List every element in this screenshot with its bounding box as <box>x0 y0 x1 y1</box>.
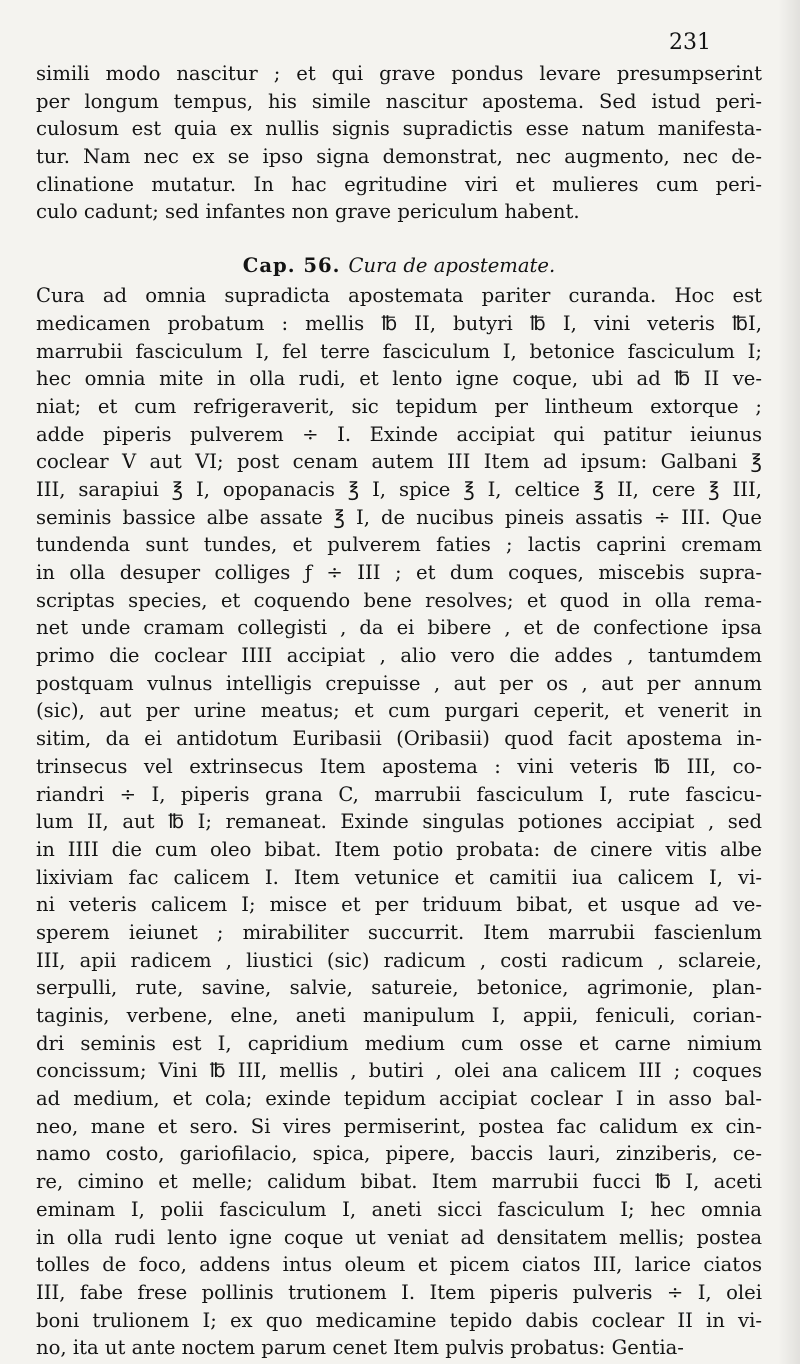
cura-text-line: serpulli, rute, savine, salvie, satureie, betonice, agrimonie, plan- <box>36 976 762 1000</box>
chapter-label: Cap. 56. <box>242 254 341 278</box>
cura-text-line: III, fabe frese pollinis trutionem I. Item piperis pulveris ÷ I, olei <box>36 1280 762 1304</box>
cura-text-line: (sic), aut per urine meatus; et cum purgari ceperit, et venerit in <box>36 699 762 723</box>
paragraph-intro <box>36 60 762 226</box>
cura-text-line: tolles de foco, addens intus oleum et picem ciatos III, larice ciatos <box>36 1253 762 1277</box>
cura-text-line: adde piperis pulverem ÷ I. Exinde accipiat qui patitur ieiunus <box>36 422 762 446</box>
cura-text-line: hec omnia mite in olla rudi, et lento igne coque, ubi ad ℔ II ve- <box>36 367 762 391</box>
cura-text-line: tundenda sunt tundes, et pulverem faties ; lactis caprini cremam <box>36 533 762 557</box>
cura-text-line: taginis, verbene, elne, aneti manipulum I, appii, feniculi, corian- <box>36 1004 762 1027</box>
intro-text-line: tur. Nam nec ex se ipso signa demonstrat, nec augmento, nec de- <box>36 145 762 169</box>
intro-text-line: culosum est quia ex nullis signis supradictis esse natum manifesta- <box>36 117 762 141</box>
cura-text-line: boni trulionem I; ex quo medicamine tepido dabis coclear II in vi- <box>36 1308 762 1332</box>
body-text <box>36 60 762 1362</box>
cura-text-line: trinsecus vel extrinsecus Item apostema : vini veteris ℔ III, co- <box>36 754 762 778</box>
cura-text-line: marrubii fasciculum I, fel terre fasciculum I, betonice fasciculum I; <box>36 339 762 363</box>
cura-text-line: namo costo, gariofilacio, spica, pipere, baccis lauri, zinziberis, ce- <box>36 1142 762 1166</box>
cura-text-line: coclear V aut VI; post cenam autem III Item ad ipsum: Galbani ℥ <box>36 450 762 474</box>
cura-text-line: seminis bassice albe assate ℥ I, de nucibus pineis assatis ÷ III. Que <box>36 505 762 529</box>
cura-text-line: riandri ÷ I, piperis grana C, marrubii fasciculum I, rute fascicu- <box>36 782 762 806</box>
cura-text-line: ad medium, et cola; exinde tepidum accipiat coclear I in asso bal- <box>36 1087 762 1111</box>
chapter-title: Cura de apostemate. <box>348 254 556 278</box>
cura-text-line: neo, mane et sero. Si vires permiserint, postea fac calidum ex cin- <box>36 1114 762 1138</box>
cura-text-line: re, cimino et melle; calidum bibat. Item marrubii fucci ℔ I, aceti <box>36 1170 762 1194</box>
cura-text-line: ni veteris calicem I; misce et per triduum bibat, et usque ad ve- <box>36 893 762 917</box>
cura-text-line: concissum; Vini ℔ III, mellis , butiri , olei ana calicem III ; coques <box>36 1059 762 1083</box>
cura-text-line: in IIII die cum oleo bibat. Item potio probata: de cinere vitis albe <box>36 837 762 861</box>
page-number: 231 <box>669 30 711 55</box>
cura-text-line: lum II, aut ℔ I; remaneat. Exinde singulas potiones accipiat , sed <box>36 810 762 834</box>
cura-text-line: Cura ad omnia supradicta apostemata pariter curanda. Hoc est <box>36 284 762 308</box>
cura-text-line: sperem ieiunet ; mirabiliter succurrit. Item marrubii fascienlum <box>36 920 762 944</box>
cura-text-line: dri seminis est I, capridium medium cum osse et carne nimium <box>36 1031 762 1055</box>
cura-text-line: in olla rudi lento igne coque ut veniat ad densitatem mellis; postea <box>36 1225 762 1249</box>
chapter-heading <box>36 226 762 282</box>
cura-text-line: sitim, da ei antidotum Euribasii (Oribasii) quod facit apostema in- <box>36 727 762 751</box>
intro-text-line: clinatione mutatur. In hac egritudine viri et mulieres cum peri- <box>36 172 762 196</box>
cura-text-line: eminam I, polii fasciculum I, aneti sicci fasciculum I; hec omnia <box>36 1197 762 1221</box>
cura-text-line: no, ita ut ante noctem parum cenet Item pulvis probatus: Gentia- <box>36 1336 684 1360</box>
cura-text-line: medicamen probatum : mellis ℔ II, butyri ℔ I, vini veteris ℔I, <box>36 311 762 335</box>
cura-text-line: scriptas species, et coquendo bene resolves; et quod in olla rema- <box>36 588 762 612</box>
cura-text-line: in olla desuper colliges ƒ ÷ III ; et dum coques, miscebis supra- <box>36 561 762 584</box>
intro-text-line: per longum tempus, his simile nascitur apostema. Sed istud peri- <box>36 89 762 113</box>
cura-text-line: postquam vulnus intelligis crepuisse , aut per os , aut per annum <box>36 671 762 695</box>
cura-text-line: net unde cramam collegisti , da ei bibere , et de confectione ipsa <box>36 616 762 640</box>
intro-text-line: simili modo nascitur ; et qui grave pondus levare presumpserint <box>36 62 762 85</box>
paragraph-cura <box>36 282 762 1362</box>
cura-text-line: lixiviam fac calicem I. Item vetunice et camitii iua calicem I, vi- <box>36 865 762 889</box>
cura-text-line: III, apii radicem , liustici (sic) radicum , costi radicum , sclareie, <box>36 948 762 972</box>
intro-text-line: culo cadunt; sed infantes non grave periculum habent. <box>36 200 580 224</box>
cura-text-line: III, sarapiui ℥ I, opopanacis ℥ I, spice ℥ I, celtice ℥ II, cere ℥ III, <box>36 477 762 501</box>
page-edge-shadow <box>778 0 800 1364</box>
cura-text-line: niat; et cum refrigeraverit, sic tepidum per lintheum extorque ; <box>36 394 762 418</box>
cura-text-line: primo die coclear IIII accipiat , alio vero die addes , tantumdem <box>36 644 762 668</box>
